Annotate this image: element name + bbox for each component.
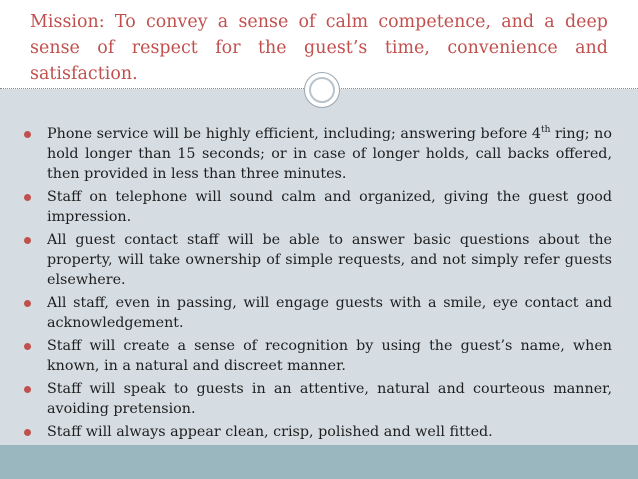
bullet-text: Staff on telephone will sound calm and organized, giving the guest good impression. bbox=[47, 189, 612, 225]
bullet-text: All staff, even in passing, will engage guests with a smile, eye contact and acknowledgement. bbox=[47, 295, 612, 331]
bullet-icon bbox=[24, 237, 31, 244]
bullet-text-continued: ring; no hold longer than 15 seconds; or in case of longer holds, call backs offered, then provided in less than three minutes. bbox=[47, 126, 612, 182]
bullet-icon bbox=[24, 386, 31, 393]
decorative-ring-icon bbox=[304, 72, 340, 108]
list-item bbox=[21, 124, 612, 184]
bullet-text: Staff will create a sense of recognition by using the guest’s name, when known, in a natural and discreet manner. bbox=[47, 338, 612, 374]
bullet-text: Staff will always appear clean, crisp, polished and well fitted. bbox=[47, 424, 493, 440]
bullet-icon bbox=[24, 194, 31, 201]
list-item bbox=[21, 230, 612, 290]
footer-band bbox=[0, 445, 638, 479]
bullet-text: Phone service will be highly efficient, including; answering before 4 bbox=[47, 126, 542, 142]
bullet-text: All guest contact staff will be able to answer basic questions about the property, will take ownership of simple requests, and not simply refer guests elsewhere. bbox=[47, 232, 612, 288]
list-item bbox=[21, 336, 612, 376]
bullet-icon bbox=[24, 343, 31, 350]
bullet-text: Staff will speak to guests in an attentive, natural and courteous manner, avoiding pretension. bbox=[47, 381, 612, 417]
ordinal-suffix: th bbox=[541, 125, 551, 136]
list-item bbox=[21, 293, 612, 333]
list-item bbox=[21, 187, 612, 227]
slide-title: Mission: To convey a sense of calm competence, and a deep sense of respect for the guest’s time, convenience and satisfaction. bbox=[30, 12, 608, 84]
bullet-icon bbox=[24, 131, 31, 138]
bullet-icon bbox=[24, 300, 31, 307]
list-item bbox=[21, 379, 612, 419]
bullet-list bbox=[21, 124, 612, 445]
bullet-icon bbox=[24, 429, 31, 436]
list-item bbox=[21, 422, 612, 442]
